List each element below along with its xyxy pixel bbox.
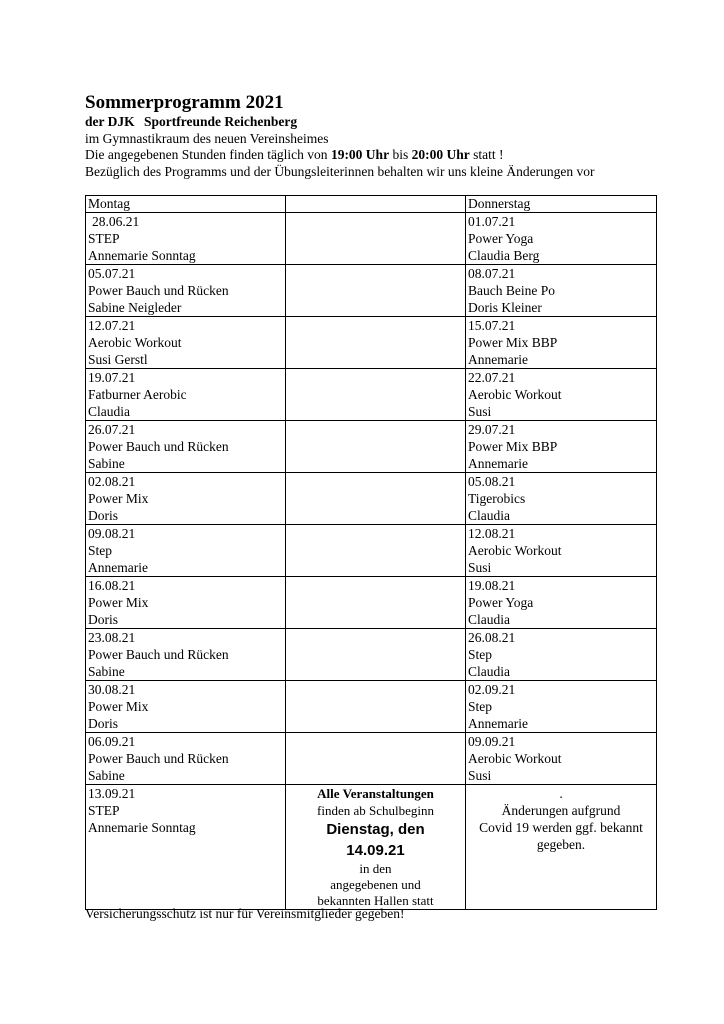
course-date: 02.08.21	[88, 474, 136, 489]
notice-line-7: bekannten Hallen statt	[317, 893, 434, 908]
table-row	[86, 733, 657, 785]
course-name: Power Bauch und Rücken	[88, 751, 229, 766]
empty-middle-cell	[286, 265, 466, 317]
monday-cell	[86, 317, 286, 369]
empty-middle-cell	[286, 733, 466, 785]
course-trainer: Susi Gerstl	[88, 352, 148, 367]
course-name: Tigerobics	[468, 491, 526, 506]
course-date: 26.08.21	[468, 630, 516, 645]
covid-line-2: Covid 19 werden ggf. bekannt	[479, 820, 643, 835]
course-date: 30.08.21	[88, 682, 136, 697]
time-end: 20:00 Uhr	[411, 147, 470, 162]
empty-middle-cell	[286, 213, 466, 265]
empty-middle-cell	[286, 577, 466, 629]
thursday-cell	[466, 369, 657, 421]
course-trainer: Doris	[88, 612, 118, 627]
course-name: STEP	[88, 231, 120, 246]
course-trainer: Annemarie	[468, 352, 528, 367]
monday-cell	[86, 265, 286, 317]
course-date: 26.07.21	[88, 422, 136, 437]
thursday-cell	[466, 265, 657, 317]
course-trainer: Annemarie Sonntag	[88, 248, 196, 263]
document-header	[85, 92, 665, 180]
course-trainer: Annemarie	[468, 716, 528, 731]
course-trainer: Annemarie	[88, 560, 148, 575]
course-date: 12.07.21	[88, 318, 136, 333]
course-date: 01.07.21	[468, 214, 516, 229]
thursday-cell	[466, 577, 657, 629]
notice-line-2: finden ab Schulbeginn	[317, 803, 434, 818]
course-name: STEP	[88, 803, 120, 818]
column-header-thursday: Donnerstag	[466, 196, 657, 213]
column-header-monday: Montag	[86, 196, 286, 213]
course-name: Fatburner Aerobic	[88, 387, 187, 402]
course-trainer: Claudia	[88, 404, 130, 419]
course-name: Power Mix BBP	[468, 335, 558, 350]
course-name: Step	[468, 699, 493, 714]
club-prefix: der DJK	[85, 114, 135, 129]
course-trainer: Doris Kleiner	[468, 300, 542, 315]
location-line: im Gymnastikraum des neuen Vereinsheimes	[85, 130, 329, 146]
course-trainer: Doris	[88, 508, 118, 523]
course-name: Aerobic Workout	[468, 387, 562, 402]
course-name: Power Mix	[88, 699, 149, 714]
table-row	[86, 369, 657, 421]
table-row	[86, 577, 657, 629]
course-trainer: Sabine	[88, 768, 125, 783]
course-date: 05.07.21	[88, 266, 136, 281]
monday-cell	[86, 629, 286, 681]
course-name: Aerobic Workout	[88, 335, 182, 350]
notice-line-5: in den	[359, 861, 392, 876]
monday-cell	[86, 421, 286, 473]
table-header-row	[86, 196, 657, 213]
table-row	[86, 473, 657, 525]
table-row	[86, 213, 657, 265]
monday-cell	[86, 733, 286, 785]
course-date: 29.07.21	[468, 422, 516, 437]
time-start: 19:00 Uhr	[330, 147, 390, 162]
course-name: Power Bauch und Rücken	[88, 283, 229, 298]
empty-middle-cell	[286, 317, 466, 369]
course-date: 13.09.21	[88, 786, 136, 801]
course-trainer: Annemarie	[468, 456, 528, 471]
course-date: 28.06.21	[92, 214, 140, 229]
time-mid: bis	[389, 147, 412, 162]
course-name: Power Bauch und Rücken	[88, 647, 229, 662]
thursday-cell	[466, 317, 657, 369]
course-date: 16.08.21	[88, 578, 136, 593]
empty-middle-cell	[286, 681, 466, 733]
course-date: 09.08.21	[88, 526, 136, 541]
empty-middle-cell	[286, 473, 466, 525]
empty-middle-cell	[286, 629, 466, 681]
course-name: Step	[88, 543, 113, 558]
course-date: 19.07.21	[88, 370, 136, 385]
page-title: Sommerprogramm 2021	[85, 92, 284, 113]
course-name: Power Mix BBP	[468, 439, 558, 454]
course-name: Aerobic Workout	[468, 543, 562, 558]
notice-line-6: angegebenen und	[330, 877, 421, 892]
course-trainer: Susi	[468, 404, 492, 419]
covid-line-1: Änderungen aufgrund	[501, 803, 621, 818]
monday-cell	[86, 785, 286, 910]
thursday-cell	[466, 681, 657, 733]
course-name: Power Bauch und Rücken	[88, 439, 229, 454]
season-notice-cell	[286, 785, 466, 910]
empty-middle-cell	[286, 369, 466, 421]
course-trainer: Claudia	[468, 508, 510, 523]
time-post: statt !	[469, 147, 504, 162]
course-date: 23.08.21	[88, 630, 136, 645]
notice-line-3: Dienstag, den	[326, 821, 425, 838]
club-line	[85, 114, 665, 131]
course-name: Bauch Beine Po	[468, 283, 555, 298]
course-trainer: Sabine Neigleder	[88, 300, 182, 315]
thursday-cell	[466, 525, 657, 577]
notice-line-1: Alle Veranstaltungen	[317, 786, 434, 801]
monday-cell	[86, 369, 286, 421]
course-trainer: Claudia	[468, 664, 510, 679]
course-date: 06.09.21	[88, 734, 136, 749]
table-row	[86, 629, 657, 681]
course-date: 09.09.21	[468, 734, 516, 749]
course-name: Power Yoga	[468, 595, 534, 610]
table-row	[86, 525, 657, 577]
empty-middle-cell	[286, 421, 466, 473]
thursday-cell	[466, 733, 657, 785]
course-trainer: Sabine	[88, 664, 125, 679]
thursday-cell	[466, 213, 657, 265]
course-trainer: Annemarie Sonntag	[88, 820, 196, 835]
thursday-cell	[466, 629, 657, 681]
thursday-cell	[466, 473, 657, 525]
course-date: 22.07.21	[468, 370, 516, 385]
course-date: 15.07.21	[468, 318, 516, 333]
course-date: 12.08.21	[468, 526, 516, 541]
club-name: Sportfreunde Reichenberg	[144, 114, 298, 129]
table-row	[86, 317, 657, 369]
table-row	[86, 265, 657, 317]
monday-cell	[86, 577, 286, 629]
table-row	[86, 421, 657, 473]
thursday-cell	[466, 421, 657, 473]
schedule-table	[85, 195, 657, 910]
course-trainer: Susi	[468, 560, 492, 575]
monday-cell	[86, 213, 286, 265]
course-date: 02.09.21	[468, 682, 516, 697]
course-name: Aerobic Workout	[468, 751, 562, 766]
course-trainer: Doris	[88, 716, 118, 731]
disclaimer-line: Bezüglich des Programms und der Übungsleiterinnen behalten wir uns kleine Änderungen vor	[85, 163, 595, 179]
table-row-final	[86, 785, 657, 910]
course-trainer: Susi	[468, 768, 492, 783]
table-row	[86, 681, 657, 733]
covid-notice-cell	[466, 785, 657, 910]
course-trainer: Claudia	[468, 612, 510, 627]
course-trainer: Sabine	[88, 456, 125, 471]
course-name: Power Mix	[88, 491, 149, 506]
time-line	[85, 147, 665, 164]
course-name: Power Mix	[88, 595, 149, 610]
monday-cell	[86, 681, 286, 733]
insurance-note: Versicherungsschutz ist nur für Vereinsmitglieder gegeben!	[85, 906, 405, 921]
notice-line-4: 14.09.21	[346, 842, 405, 859]
course-date: 08.07.21	[468, 266, 516, 281]
monday-cell	[86, 525, 286, 577]
time-pre: Die angegebenen Stunden finden täglich von	[85, 147, 331, 162]
course-name: Power Yoga	[468, 231, 534, 246]
empty-middle-cell	[286, 525, 466, 577]
covid-dot: .	[559, 786, 563, 801]
monday-cell	[86, 473, 286, 525]
course-trainer: Claudia Berg	[468, 248, 540, 263]
course-date: 05.08.21	[468, 474, 516, 489]
course-name: Step	[468, 647, 493, 662]
covid-line-3: gegeben.	[536, 837, 586, 852]
course-date: 19.08.21	[468, 578, 516, 593]
column-header-middle	[286, 196, 466, 213]
